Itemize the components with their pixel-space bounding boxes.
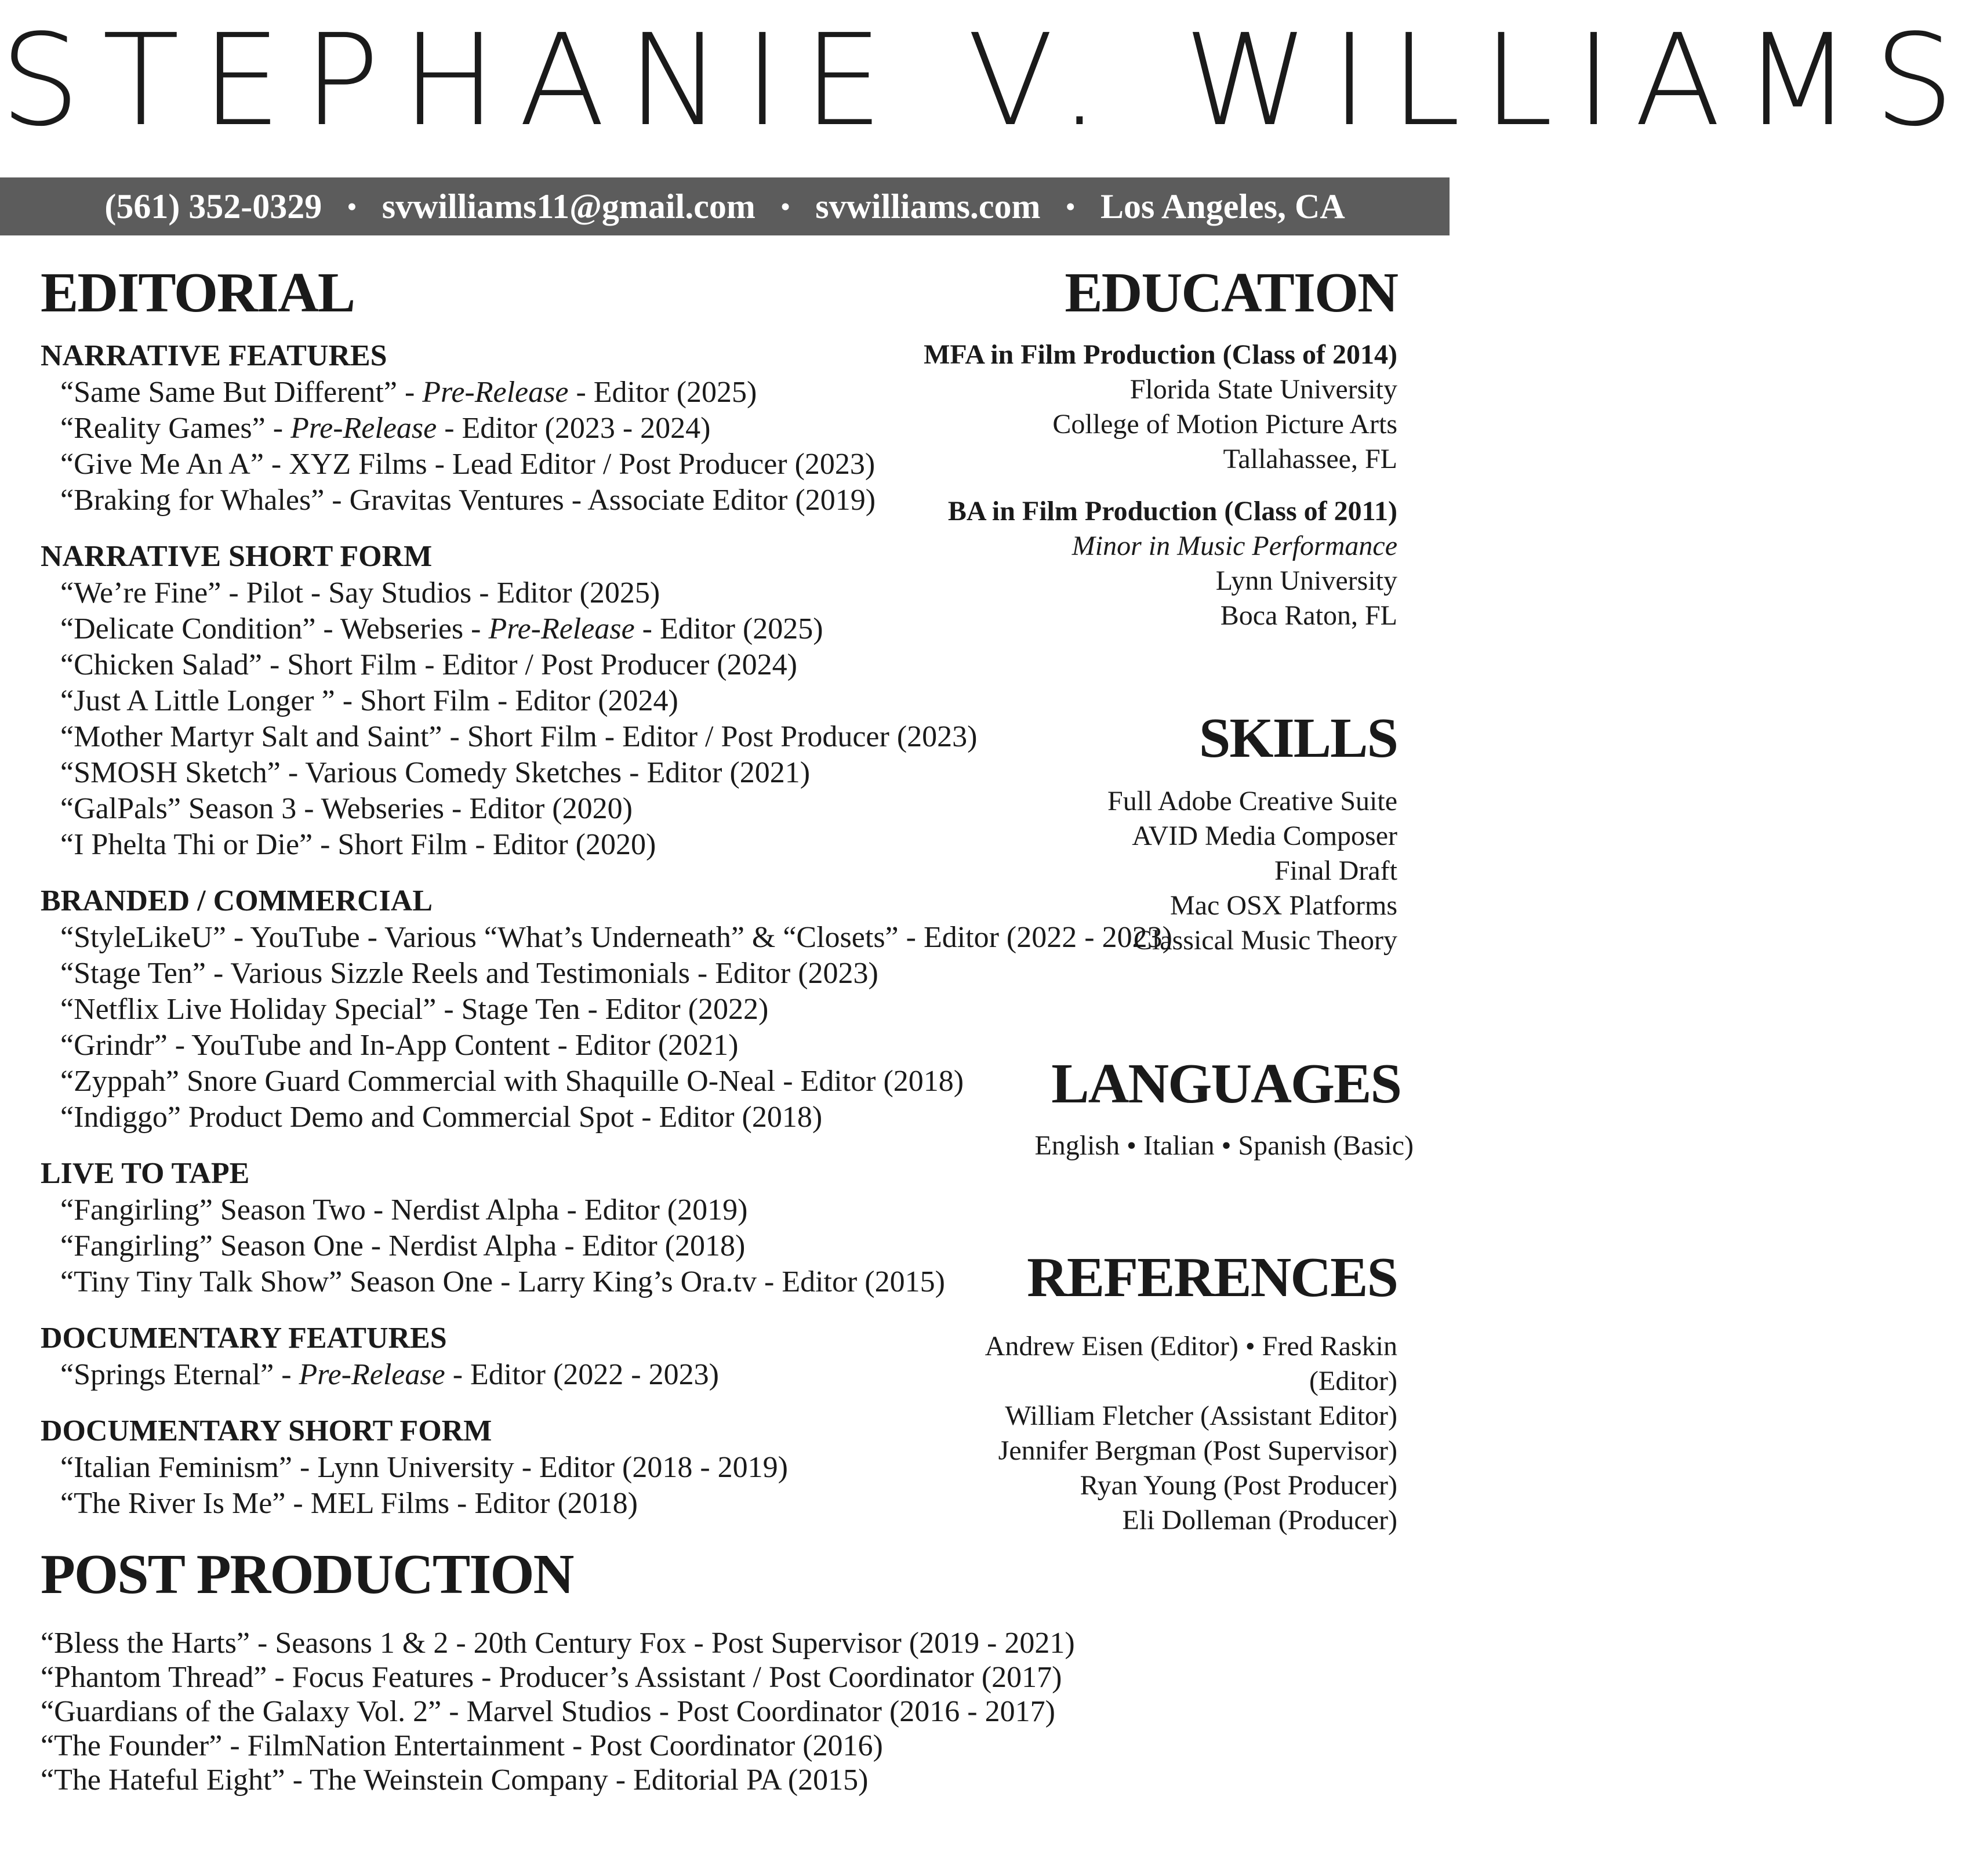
credit-text: “I Phelta Thi or Die” - Short Film - Editor (2020) — [60, 828, 656, 861]
credit-text: “The River Is Me” - MEL Films - Editor (2018) — [60, 1487, 638, 1520]
credit-entry — [41, 1264, 1026, 1300]
credit-text: “GalPals” Season 3 - Webseries - Editor (2020) — [60, 792, 633, 825]
separator-dot: • — [780, 192, 790, 221]
languages-heading: LANGUAGES — [1051, 1053, 1401, 1115]
skill-item: Mac OSX Platforms — [1170, 890, 1397, 921]
credit-entry — [41, 575, 1026, 611]
credit-text: “Same Same But Different” - — [60, 376, 423, 409]
credit-entry — [41, 482, 1026, 518]
mfa-school: Florida State University — [1129, 374, 1397, 405]
credit-role: - Editor (2023 - 2024) — [437, 412, 711, 445]
credit-entry — [41, 683, 1026, 719]
credit-entry — [41, 1228, 1026, 1264]
credit-text: “Springs Eternal” - — [60, 1358, 299, 1391]
credit-text: “StyleLikeU” - YouTube - Various “What’s Underneath” & “Closets” - Editor (2022 - 2023) — [60, 921, 1172, 954]
credit-entry — [41, 611, 1026, 647]
skill-item: Full Adobe Creative Suite — [1107, 786, 1397, 817]
doc-features-heading: DOCUMENTARY FEATURES — [41, 1322, 447, 1355]
reference-item: Andrew Eisen (Editor) • Fred Raskin (Editor) — [985, 1331, 1397, 1396]
doc-short-list — [41, 1450, 1026, 1522]
mfa-college: College of Motion Picture Arts — [1052, 409, 1397, 440]
doc-short-heading: DOCUMENTARY SHORT FORM — [41, 1414, 492, 1447]
credit-entry — [41, 1100, 1026, 1135]
credit-role: - Editor (2025) — [634, 612, 823, 645]
separator-dot: • — [347, 192, 357, 221]
right-column — [905, 261, 1414, 1538]
credit-text: “Tiny Tiny Talk Show” Season One - Larry King’s Ora.tv - Editor (2015) — [60, 1265, 945, 1298]
credit-text: “Indiggo” Product Demo and Commercial Spot - Editor (2018) — [60, 1101, 823, 1134]
email-link[interactable]: svwilliams11@gmail.com — [382, 187, 755, 226]
reference-item: Eli Dolleman (Producer) — [1122, 1505, 1397, 1536]
credit-entry — [41, 755, 1026, 791]
credit-entry — [41, 992, 1026, 1028]
post-production-heading: POST PRODUCTION — [41, 1543, 573, 1606]
credit-text: “We’re Fine” - Pilot - Say Studios - Editor (2025) — [60, 576, 660, 609]
references-heading: REFERENCES — [1027, 1246, 1397, 1309]
editorial-heading: EDITORIAL — [41, 262, 355, 324]
contact-bar — [0, 177, 1450, 235]
narrative-features-list — [41, 375, 1026, 518]
languages-text: English • Italian • Spanish (Basic) — [1034, 1130, 1414, 1161]
credit-entry — [41, 1064, 1026, 1100]
reference-item: Jennifer Bergman (Post Supervisor) — [998, 1435, 1397, 1466]
credit-entry — [41, 1357, 1026, 1393]
skills-heading: SKILLS — [1198, 707, 1397, 770]
credit-text: “Chicken Salad” - Short Film - Editor / Post Producer (2024) — [60, 648, 797, 681]
credit-entry — [41, 719, 1026, 755]
narrative-short-list — [41, 575, 1026, 863]
location: Los Angeles, CA — [1100, 187, 1345, 226]
credit-status: Pre-Release — [290, 412, 437, 445]
credit-entry — [41, 647, 1026, 683]
education-heading: EDUCATION — [1065, 262, 1397, 324]
ba-city: Boca Raton, FL — [1220, 600, 1397, 631]
credit-status: Pre-Release — [422, 376, 569, 409]
credit-text: “Italian Feminism” - Lynn University - Editor (2018 - 2019) — [60, 1451, 788, 1484]
website-link[interactable]: svwilliams.com — [815, 187, 1041, 226]
credit-text: “Just A Little Longer ” - Short Film - Editor (2024) — [60, 684, 678, 717]
post-production-item: “The Founder” - FilmNation Entertainment - Post Coordinator (2016) — [41, 1729, 883, 1762]
credit-entry — [41, 447, 1026, 482]
credit-text: “Stage Ten” - Various Sizzle Reels and Testimonials - Editor (2023) — [60, 957, 878, 990]
post-production-item: “The Hateful Eight” - The Weinstein Company - Editorial PA (2015) — [41, 1763, 869, 1797]
ba-school: Lynn University — [1215, 565, 1397, 596]
credit-entry — [41, 1028, 1026, 1064]
mfa-city: Tallahassee, FL — [1223, 444, 1397, 474]
credit-text: “Grindr” - YouTube and In-App Content - Editor (2021) — [60, 1029, 739, 1062]
post-production-item: “Phantom Thread” - Focus Features - Producer’s Assistant / Post Coordinator (2017) — [41, 1661, 1062, 1694]
credit-text: “Zyppah” Snore Guard Commercial with Shaquille O-Neal - Editor (2018) — [60, 1065, 964, 1098]
credit-role: - Editor (2022 - 2023) — [445, 1358, 719, 1391]
credit-text: “Delicate Condition” - Webseries - — [60, 612, 489, 645]
ba-degree: BA in Film Production (Class of 2011) — [947, 496, 1397, 527]
credit-text: “Reality Games” - — [60, 412, 291, 445]
credit-entry — [41, 791, 1026, 827]
live-to-tape-list — [41, 1192, 1026, 1300]
skill-item: AVID Media Composer — [1132, 821, 1397, 851]
credit-entry — [41, 375, 1026, 411]
doc-features-list — [41, 1357, 1026, 1393]
post-production-item: “Bless the Harts” - Seasons 1 & 2 - 20th Century Fox - Post Supervisor (2019 - 2021) — [41, 1627, 1075, 1660]
narrative-short-heading: NARRATIVE SHORT FORM — [41, 540, 433, 573]
credit-text: “Give Me An A” - XYZ Films - Lead Editor / Post Producer (2023) — [60, 448, 876, 481]
credit-entry — [41, 1450, 1026, 1486]
credit-entry — [41, 920, 1172, 956]
credit-text: “Fangirling” Season Two - Nerdist Alpha - Editor (2019) — [60, 1193, 748, 1227]
separator-dot: • — [1066, 192, 1075, 221]
narrative-features-heading: NARRATIVE FEATURES — [41, 339, 387, 372]
ba-minor: Minor in Music Performance — [1071, 531, 1397, 561]
credit-text: “Braking for Whales” - Gravitas Ventures - Associate Editor (2019) — [60, 484, 876, 517]
post-production-list — [41, 1626, 1075, 1797]
reference-item: Ryan Young (Post Producer) — [1080, 1470, 1397, 1501]
reference-item: William Fletcher (Assistant Editor) — [1005, 1400, 1397, 1431]
credit-entry — [41, 827, 1026, 863]
credit-status: Pre-Release — [488, 612, 635, 645]
live-to-tape-heading: LIVE TO TAPE — [41, 1157, 250, 1190]
mfa-degree: MFA in Film Production (Class of 2014) — [924, 339, 1397, 370]
credit-text: “Mother Martyr Salt and Saint” - Short Film - Editor / Post Producer (2023) — [60, 720, 978, 753]
skill-item: Final Draft — [1274, 855, 1397, 886]
credit-text: “Fangirling” Season One - Nerdist Alpha - Editor (2018) — [60, 1229, 746, 1262]
credit-status: Pre-Release — [299, 1358, 445, 1391]
credit-text: “SMOSH Sketch” - Various Comedy Sketches - Editor (2021) — [60, 756, 811, 789]
credit-entry — [41, 1486, 1026, 1522]
post-production-item: “Guardians of the Galaxy Vol. 2” - Marvel Studios - Post Coordinator (2016 - 2017) — [41, 1695, 1055, 1728]
credit-role: - Editor (2025) — [568, 376, 757, 409]
branded-list — [41, 920, 1172, 1135]
credit-text: “Netflix Live Holiday Special” - Stage Ten - Editor (2022) — [60, 993, 769, 1026]
credit-entry — [41, 1192, 1026, 1228]
resume-name: STEPHANIE V. WILLIAMS — [0, 8, 1976, 154]
skill-item: Classical Music Theory — [1133, 925, 1397, 956]
credit-entry — [41, 956, 1026, 992]
credit-entry — [41, 411, 1026, 447]
phone-number[interactable]: (561) 352-0329 — [104, 187, 322, 226]
branded-heading: BRANDED / COMMERCIAL — [41, 884, 433, 917]
